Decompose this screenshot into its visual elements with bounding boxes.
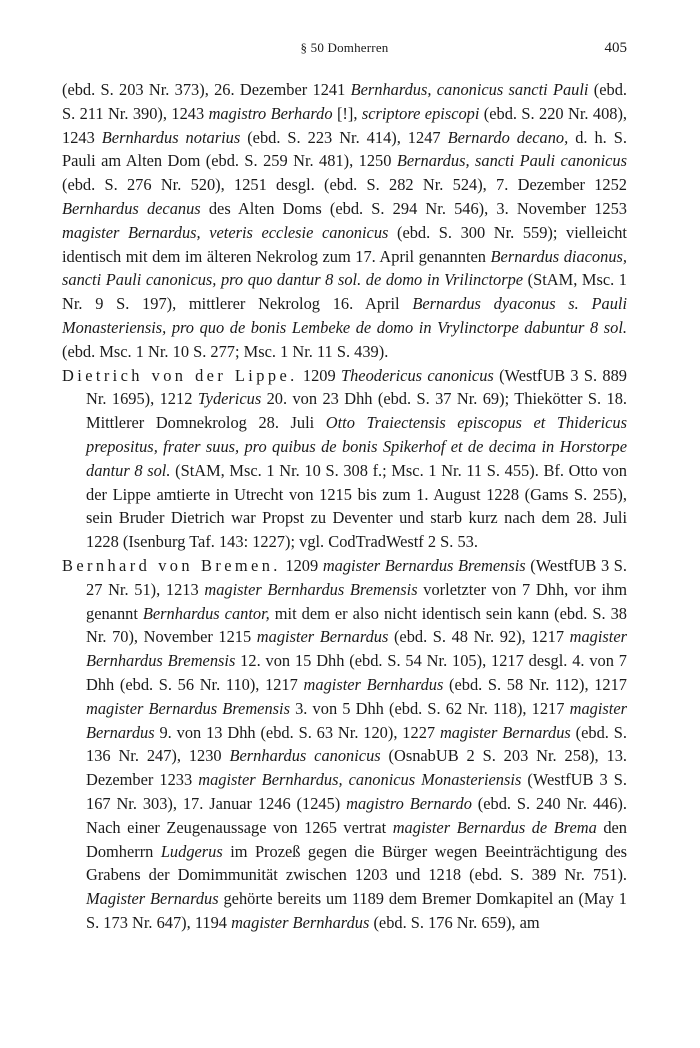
text-run: gehörte bereits um 1189 dem Bremer Domkapitel an (May 1 S. 173 Nr. 647), 1194 xyxy=(86,889,627,932)
latin-quote: Tydericus xyxy=(197,389,262,409)
text-run: (ebd. S. 276 Nr. 520), 1251 desgl. (ebd. S. 282 Nr. 524), 7. Dezember 1252 xyxy=(62,175,627,195)
text-run: d. h. S. Pauli am Alten Dom (ebd. S. 259 Nr. 481), 1250 xyxy=(62,127,627,171)
page-number: 405 xyxy=(604,40,627,56)
entry-name: Dietrich von der Lippe. xyxy=(62,365,298,385)
latin-quote: magister Bernhardus Bremensis xyxy=(204,579,418,599)
text-run: (WestfUB 3 S. 27 Nr. 51), 1213 xyxy=(86,555,627,599)
text-run: (ebd. S. 211 Nr. 390), 1243 xyxy=(62,80,627,123)
text-run: (StAM, Msc. 1 Nr. 9 S. 197), mittlerer Nekrolog 16. April xyxy=(62,270,627,314)
text-run: (ebd. S. 240 Nr. 446). Nach einer Zeugenaussage von 1265 vertrat xyxy=(86,793,627,837)
text-run: (OsnabUB 2 S. 203 Nr. 258), 13. Dezember 1233 xyxy=(86,746,628,790)
latin-quote: magister Bernardus Bremensis xyxy=(322,555,526,575)
entry-dietrich-von-der-lippe xyxy=(62,364,627,554)
latin-quote: Bernardus diaconus, sancti Pauli canonicus, pro quo dantur 8 sol. de domo in Vrilinctorpe xyxy=(62,246,627,290)
page-header xyxy=(62,40,627,62)
text-run: (ebd. S. 48 Nr. 92), 1217 xyxy=(388,627,570,647)
body-text xyxy=(62,78,627,935)
latin-quote: Bernhardus cantor, xyxy=(142,603,270,623)
latin-quote: magistro Bernardo xyxy=(346,793,472,813)
text-run: (StAM, Msc. 1 Nr. 10 S. 308 f.; Msc. 1 Nr. 11 S. 455). Bf. Otto von der Lippe amtierte in Utrecht von 1215 bis zum 1. August 1228 (Gams S. 255), sein Bruder Dietrich war Propst zu Deventer und starb kurz nach dem 28. Juli 1228 (Isenburg Taf. 143: 1227); vgl. CodTradWestf 2 S. 53. xyxy=(86,460,627,552)
text-run: (ebd. S. 203 Nr. 373), 26. Dezember 1241 xyxy=(62,80,351,99)
entry-name: Bernhard von Bremen. xyxy=(62,555,281,575)
latin-quote: magister Bernhardus Bremensis xyxy=(86,627,627,671)
text-run: (ebd. S. 220 Nr. 408), 1243 xyxy=(62,103,628,147)
entry-bernhard-von-bremen xyxy=(62,554,627,935)
text-run: (ebd. Msc. 1 Nr. 10 S. 277; Msc. 1 Nr. 11 S. 439). xyxy=(62,341,389,361)
latin-quote: magister Bernardus xyxy=(439,722,571,742)
latin-quote: magister Bernardus Bremensis xyxy=(86,698,290,718)
latin-quote: magister Bernardus xyxy=(256,627,389,647)
latin-quote: magister Bernhardus xyxy=(231,912,370,932)
latin-quote: Bernhardus decanus xyxy=(62,198,201,218)
text-run: 9. von 13 Dhh (ebd. S. 63 Nr. 120), 1227 xyxy=(154,722,440,742)
latin-quote: Ludgerus xyxy=(160,841,223,861)
text-run: den Domherrn xyxy=(86,817,627,861)
latin-quote: Otto Traiectensis episcopus et Thidericus prepositus, frater suus, pro quibus de bonis Spikerhof et de decima in Horstorpe dantur 8 sol. xyxy=(86,413,627,480)
text-run: [!], xyxy=(332,103,362,123)
latin-quote: Bernardus, sancti Pauli canonicus xyxy=(396,151,627,171)
entry-continuation xyxy=(62,78,627,364)
text-run: 1209 xyxy=(280,555,323,575)
text-run: mit dem er also nicht identisch sein kann (ebd. S. 38 Nr. 70), November 1215 xyxy=(86,603,628,647)
text-run: (ebd. S. 223 Nr. 414), 1247 xyxy=(240,127,448,147)
text-run: (WestfUB 3 S. 167 Nr. 303), 17. Januar 1246 (1245) xyxy=(86,770,627,813)
text-run: des Alten Doms (ebd. S. 294 Nr. 546), 3. November 1253 xyxy=(200,198,628,218)
text-run: (WestfUB 3 S. 889 Nr. 1695), 1212 xyxy=(86,365,628,409)
latin-quote: magister Bernardus xyxy=(86,698,627,742)
text-run: 1209 xyxy=(297,365,341,385)
latin-quote: magister Bernhardus xyxy=(303,674,444,694)
latin-quote: Magister Bernardus xyxy=(86,889,219,909)
text-run: (ebd. S. 176 Nr. 659), am xyxy=(369,912,540,932)
latin-quote: Bernhardus canonicus xyxy=(229,746,381,766)
text-run: 12. von 15 Dhh (ebd. S. 54 Nr. 105), 1217 desgl. 4. von 7 Dhh (ebd. S. 56 Nr. 110), 1217 xyxy=(86,651,627,694)
text-run: 20. von 23 Dhh (ebd. S. 37 Nr. 69); Thiekötter S. 18. Mittlerer Domnekrolog 28. Juli xyxy=(86,389,627,433)
latin-quote: magister Bernardus, veteris ecclesie canonicus xyxy=(62,222,389,242)
latin-quote: Bernardus dyaconus s. Pauli Monasteriensis, pro quo de bonis Lembeke de domo in Vrylinctorpe dabuntur 8 sol. xyxy=(62,294,627,337)
latin-quote: Bernhardus, canonicus sancti Pauli xyxy=(350,80,589,99)
latin-quote: Theodericus canonicus xyxy=(341,365,494,385)
latin-quote: Bernhardus notarius xyxy=(101,127,241,147)
latin-quote: scriptore episcopi xyxy=(361,103,480,123)
latin-quote: magister Bernhardus, canonicus Monasteriensis xyxy=(198,770,522,790)
latin-quote: magister Bernardus de Brema xyxy=(392,817,597,837)
latin-quote: Bernardo decano, xyxy=(447,127,569,147)
text-run: (ebd. S. 58 Nr. 112), 1217 xyxy=(443,674,627,694)
text-run: im Prozeß gegen die Bürger wegen Beeinträchtigung des Grabens der Domimmunität zwischen 1203 und 1218 (ebd. S. 389 Nr. 751). xyxy=(86,841,627,885)
running-head: § 50 Domherren xyxy=(300,40,389,55)
latin-quote: magistro Berhardo xyxy=(208,103,333,123)
text-run: 3. von 5 Dhh (ebd. S. 62 Nr. 118), 1217 xyxy=(289,698,570,718)
text-run: vorletzter von 7 Dhh, vor ihm genannt xyxy=(86,579,627,623)
text-run: (ebd. S. 136 Nr. 247), 1230 xyxy=(86,722,627,766)
text-run: (ebd. S. 300 Nr. 559); vielleicht identisch mit dem im älteren Nekrolog zum 17. April genannten xyxy=(62,222,627,266)
